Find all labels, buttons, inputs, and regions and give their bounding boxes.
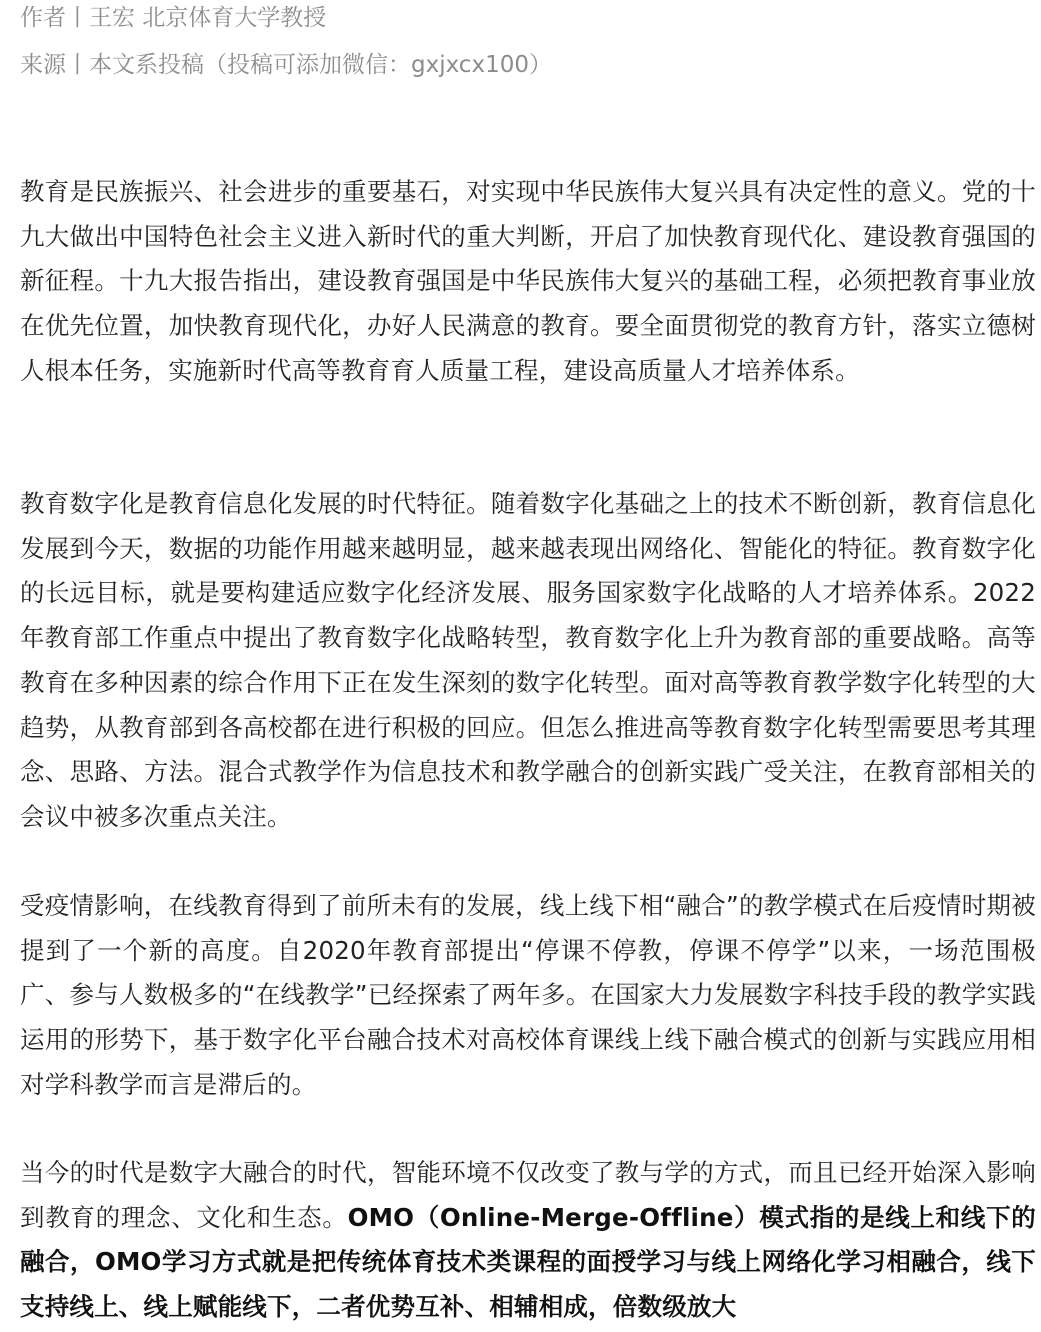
paragraph-omo-bold-text: OMO（Online-Merge-Offline）模式指的是线上和线下的融合，OMO学习方式就是把传统体育技术类课程的面授学习与线上网络化学习相融合，线下支持线上、线上赋能线下，二者优势互补、相辅相成，倍数级放大 [20, 1202, 1036, 1322]
author-line: 作者丨王宏 北京体育大学教授 [20, 5, 327, 31]
source-line: 来源丨本文系投稿（投稿可添加微信：gxjxcx100） [20, 52, 552, 78]
paragraph-omo-mode [20, 1151, 1036, 1330]
paragraph-education-foundation: 教育是民族振兴、社会进步的重要基石，对实现中华民族伟大复兴具有决定性的意义。党的十九大做出中国特色社会主义进入新时代的重大判断，开启了加快教育现代化、建设教育强国的新征程。十九大报告指出，建设教育强国是中华民族伟大复兴的基础工程，必须把教育事业放在优先位置，加快教育现代化，办好人民满意的教育。要全面贯彻党的教育方针，落实立德树人根本任务，实施新时代高等教育育人质量工程，建设高质量人才培养体系。 [20, 177, 1036, 385]
paragraph-omo-intro-text: 当今的时代是数字大融合的时代，智能环境不仅改变了教与学的方式，而且已经开始深入影响到教育的理念、文化和生态。 [20, 1158, 1036, 1232]
paragraph-pandemic-online-teaching: 受疫情影响，在线教育得到了前所未有的发展，线上线下相“融合”的教学模式在后疫情时期被提到了一个新的高度。自2020年教育部提出“停课不停教，停课不停学”以来，一场范围极广、参与人数极多的“在线教学”已经探索了两年多。在国家大力发展数字科技手段的教学实践运用的形势下，基于数字化平台融合技术对高校体育课线上线下融合模式的创新与实践应用相对学科教学而言是滞后的。 [20, 891, 1036, 1099]
paragraph-education-digitalization: 教育数字化是教育信息化发展的时代特征。随着数字化基础之上的技术不断创新，教育信息化发展到今天，数据的功能作用越来越明显，越来越表现出网络化、智能化的特征。教育数字化的长远目标，就是要构建适应数字化经济发展、服务国家数字化战略的人才培养体系。2022年教育部工作重点中提出了教育数字化战略转型，教育数字化上升为教育部的重要战略。高等教育在多种因素的综合作用下正在发生深刻的数字化转型。面对高等教育教学数字化转型的大趋势，从教育部到各高校都在进行积极的回应。但怎么推进高等教育数字化转型需要思考其理念、思路、方法。混合式教学作为信息技术和教学融合的创新实践广受关注，在教育部相关的会议中被多次重点关注。 [20, 489, 1036, 831]
